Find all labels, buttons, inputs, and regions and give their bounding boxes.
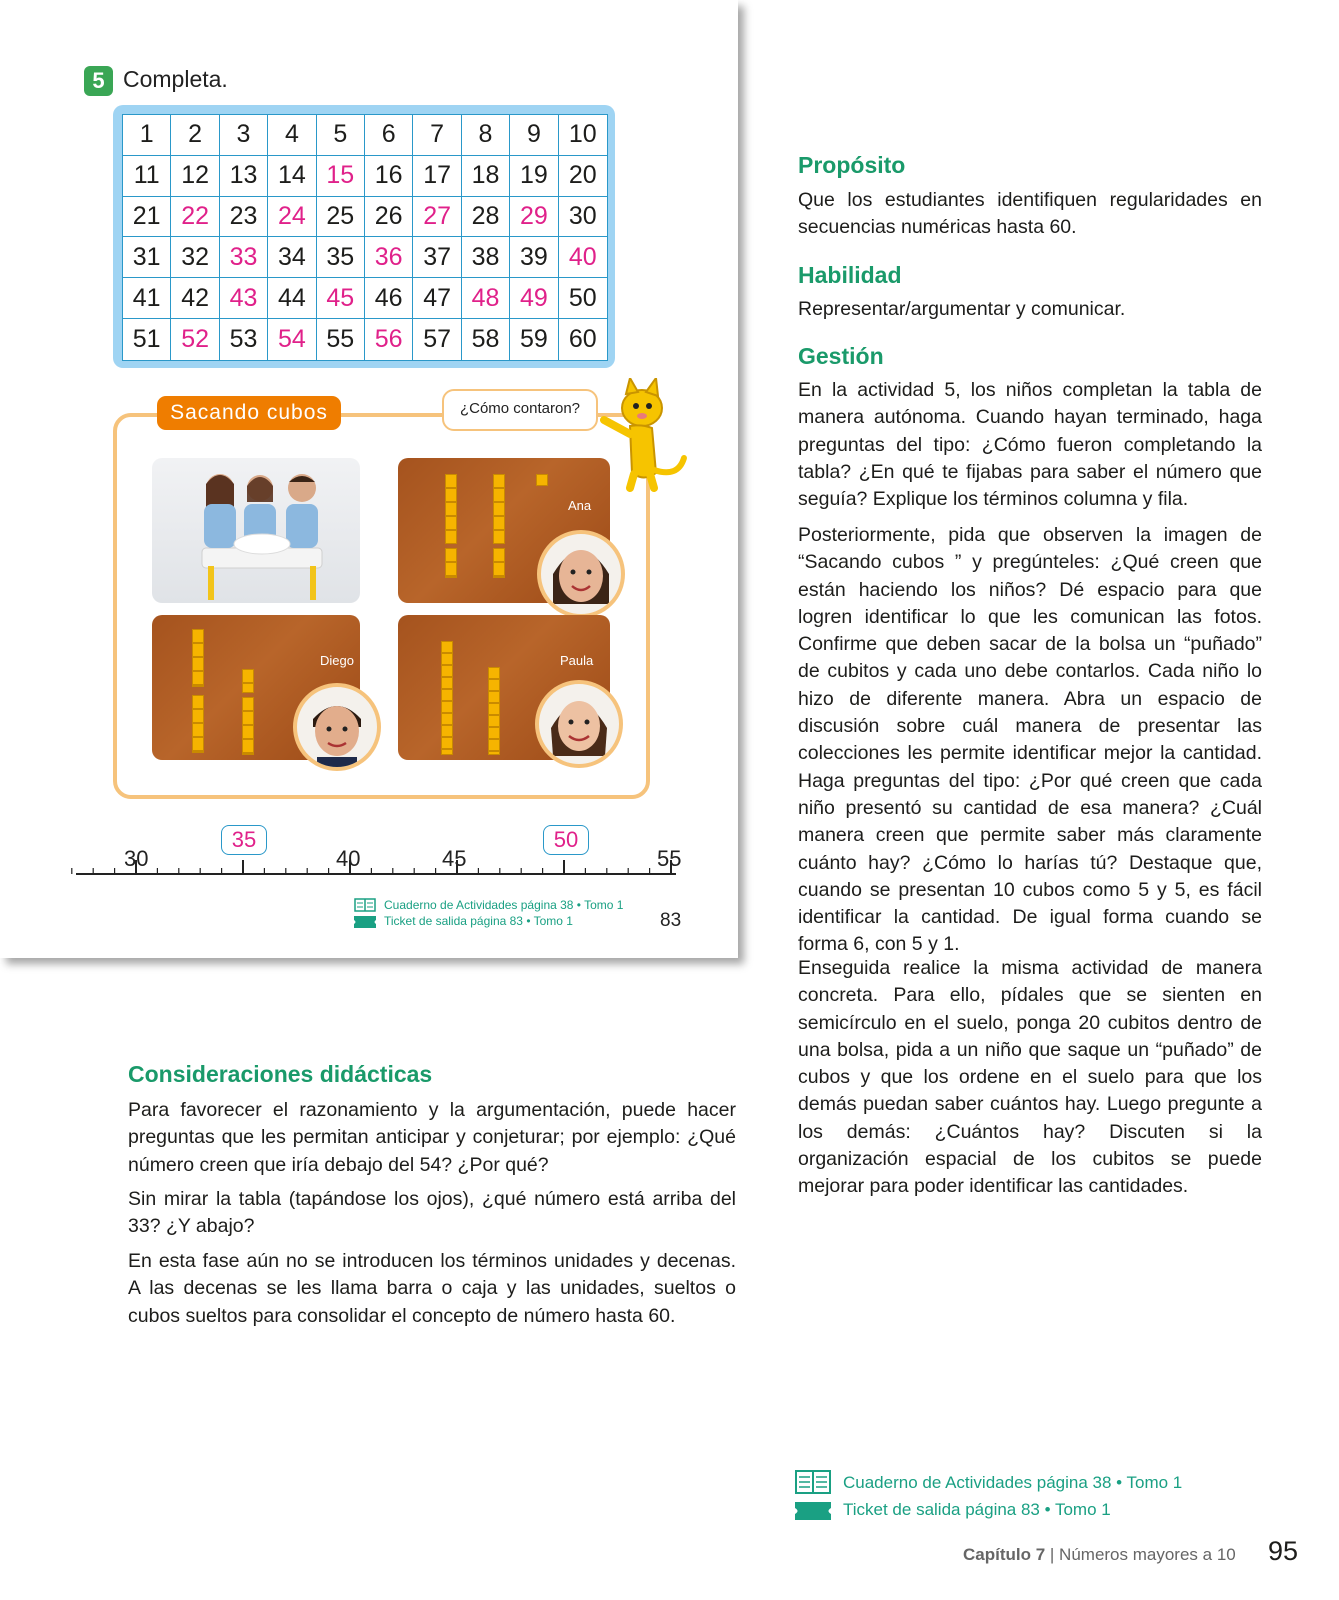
habilidad-text: Representar/argumentar y comunicar. <box>798 298 1126 320</box>
ana-label: Ana <box>568 498 592 513</box>
cat-mascot-icon <box>600 378 690 493</box>
grid-cell: 57 <box>413 319 461 360</box>
grid-cell: 56 <box>365 319 413 360</box>
diego-portrait <box>293 683 381 771</box>
ticket-icon <box>354 916 376 928</box>
grid-cell: 17 <box>413 156 461 197</box>
number-line-label: 55 <box>657 846 682 871</box>
grid-cell: 38 <box>462 237 510 278</box>
gestion-paragraph-2: Posteriormente, pida que observen la imagen de “Sacando cubos ” y pregúnteles: ¿Qué creen que están haciendo los niños? Dé espacio para que logren identificar lo que les comunican las fotos. Confirme que deben sacar de la bolsa un “puñado” de cubitos y cada uno debe contarlos. Cada niño lo hizo de diferente manera. Abra un espacio de discusión sobre cuál manera de presentar las colecciones les permite identificar mejor la cantidad. Haga preguntas del tipo: ¿Por qué creen que cada niño presentó su cantidad de esa manera? ¿Cuál manera creen que permite saber más claramente cuánto hay? ¿Cómo lo harías tú? Destaque que, cuando se presentan 10 cubos como 5 y 5, es fácil identificar la cantidad. De igual forma cuando se forma 6, con 5 y 1. <box>798 524 1262 956</box>
gestion-paragraph-1: En la actividad 5, los niños completan la tabla de manera autónoma. Cuando hayan terminado, haga preguntas del tipo: ¿Cómo fueron completando la tabla? ¿En qué te fijabas para saber el número que seguía? Explique los términos columna y fila. <box>798 379 1262 511</box>
habilidad-heading: Habilidad <box>798 262 902 288</box>
grid-cell: 46 <box>365 278 413 319</box>
ticket-reference: Ticket de salida página 83 • Tomo 1 <box>384 914 573 928</box>
grid-cell: 20 <box>559 156 607 197</box>
ticket-icon <box>795 1502 831 1520</box>
grid-cell: 51 <box>123 319 171 360</box>
grid-cell: 25 <box>317 197 365 238</box>
paula-portrait <box>535 680 623 768</box>
consideraciones-heading: Consideraciones didácticas <box>128 1061 433 1087</box>
number-line-label: 40 <box>336 846 361 871</box>
grid-cell: 3 <box>220 115 268 156</box>
grid-cell: 14 <box>268 156 316 197</box>
grid-cell: 43 <box>220 278 268 319</box>
number-line-answer-box: 50 <box>543 825 589 855</box>
number-line-label: 30 <box>124 846 149 871</box>
grid-cell: 45 <box>317 278 365 319</box>
consideraciones-paragraph-2: Sin mirar la tabla (tapándose los ojos), ¿qué número está arriba del 33? ¿Y abajo? <box>128 1188 736 1238</box>
grid-cell: 50 <box>559 278 607 319</box>
ticket-reference: Ticket de salida página 83 • Tomo 1 <box>843 1500 1111 1519</box>
grid-cell: 59 <box>510 319 558 360</box>
grid-cell: 18 <box>462 156 510 197</box>
grid-cell: 55 <box>317 319 365 360</box>
chapter-label: Capítulo 7 <box>963 1545 1046 1564</box>
book-icon <box>795 1470 831 1494</box>
chapter-footer <box>963 1545 1236 1565</box>
child-face-icon <box>297 687 377 767</box>
grid-cell: 54 <box>268 319 316 360</box>
grid-cell: 8 <box>462 115 510 156</box>
proposito-text: Que los estudiantes identifiquen regularidades en secuencias numéricas hasta 60. <box>798 189 1262 239</box>
hundred-chart <box>122 114 608 361</box>
grid-cell: 27 <box>413 197 461 238</box>
grid-cell: 31 <box>123 237 171 278</box>
kids-photo <box>152 458 360 603</box>
grid-cell: 44 <box>268 278 316 319</box>
grid-cell: 13 <box>220 156 268 197</box>
student-page-panel <box>0 0 738 958</box>
activity-number-badge: 5 <box>84 66 113 96</box>
cuaderno-reference: Cuaderno de Actividades página 38 • Tomo 1 <box>843 1473 1183 1492</box>
grid-cell: 52 <box>171 319 219 360</box>
grid-cell: 40 <box>559 237 607 278</box>
grid-cell: 48 <box>462 278 510 319</box>
hundred-chart-frame <box>113 105 615 368</box>
grid-cell: 60 <box>568 325 597 354</box>
grid-cell: 4 <box>268 115 316 156</box>
sacando-cubos-title: Sacando cubos <box>157 396 341 430</box>
grid-cell: 11 <box>123 156 171 197</box>
grid-cell: 41 <box>123 278 171 319</box>
grid-cell: 49 <box>510 278 558 319</box>
grid-cell: 58 <box>462 319 510 360</box>
grid-cell: 28 <box>462 197 510 238</box>
grid-cell: 39 <box>510 237 558 278</box>
grid-cell: 35 <box>317 237 365 278</box>
grid-cell: 5 <box>317 115 365 156</box>
paula-label: Paula <box>560 653 594 668</box>
grid-cell: 23 <box>220 197 268 238</box>
consideraciones-paragraph-3: En esta fase aún no se introducen los términos unidades y decenas. A las decenas se les llama barra o caja y las unidades, sueltos o cubos sueltos para consolidar el concepto de número hasta 60. <box>128 1250 736 1327</box>
grid-cell: 36 <box>365 237 413 278</box>
grid-cell: 16 <box>365 156 413 197</box>
grid-cell: 21 <box>123 197 171 238</box>
number-line <box>70 810 682 880</box>
grid-cell: 32 <box>171 237 219 278</box>
grid-cell: 53 <box>220 319 268 360</box>
grid-cell: 24 <box>268 197 316 238</box>
ana-portrait <box>537 530 625 618</box>
page-number: 95 <box>1268 1536 1299 1566</box>
grid-cell: 37 <box>413 237 461 278</box>
student-page-number: 83 <box>660 910 682 931</box>
proposito-heading: Propósito <box>798 152 906 178</box>
kids-at-table-illustration <box>152 458 360 603</box>
speech-bubble: ¿Cómo contaron? <box>442 389 598 431</box>
gestion-paragraph-3: Enseguida realice la misma actividad de manera concreta. Para ello, pídales que se sienten en semicírculo en el suelo, ponga 20 cubitos dentro de una bolsa, pida a un niño que saque un “puñado” de cubos y que los ordene en el suelo para que los demás puedan saber cuántos hay. Luego pregunte a los demás: ¿Cuántos hay? Discuten si la organización espacial de los cubitos se puede mejorar para poder identificar las cantidades. <box>798 957 1262 1198</box>
grid-cell: 22 <box>171 197 219 238</box>
grid-cell: 29 <box>510 197 558 238</box>
grid-cell: 34 <box>268 237 316 278</box>
grid-cell: 19 <box>510 156 558 197</box>
diego-label: Diego <box>320 653 354 668</box>
grid-cell: 30 <box>559 197 607 238</box>
grid-cell: 26 <box>365 197 413 238</box>
grid-cell: 1 <box>123 115 171 156</box>
grid-cell: 6 <box>365 115 413 156</box>
activity-instruction: Completa. <box>123 66 228 92</box>
grid-cell: 12 <box>171 156 219 197</box>
grid-cell: 33 <box>220 237 268 278</box>
number-line-label: 45 <box>442 846 467 871</box>
number-line-answer-box: 35 <box>221 825 267 855</box>
grid-cell: 7 <box>413 115 461 156</box>
child-face-icon <box>541 534 621 614</box>
chapter-topic: Números mayores a 10 <box>1059 1545 1236 1564</box>
child-face-icon <box>539 684 619 764</box>
consideraciones-paragraph-1: Para favorecer el razonamiento y la argumentación, puede hacer preguntas que les permitan anticipar y conjeturar; por ejemplo: ¿Qué número creen que iría debajo del 54? ¿Por qué? <box>128 1099 736 1176</box>
gestion-heading: Gestión <box>798 343 884 369</box>
grid-cell: 10 <box>559 115 607 156</box>
grid-cell: 2 <box>171 115 219 156</box>
grid-cell: 42 <box>171 278 219 319</box>
grid-cell: 9 <box>510 115 558 156</box>
cuaderno-reference: Cuaderno de Actividades página 38 • Tomo 1 <box>384 898 624 912</box>
footer-separator: | <box>1045 1545 1060 1564</box>
grid-cell: 47 <box>413 278 461 319</box>
grid-cell: 15 <box>317 156 365 197</box>
book-icon <box>354 898 376 912</box>
